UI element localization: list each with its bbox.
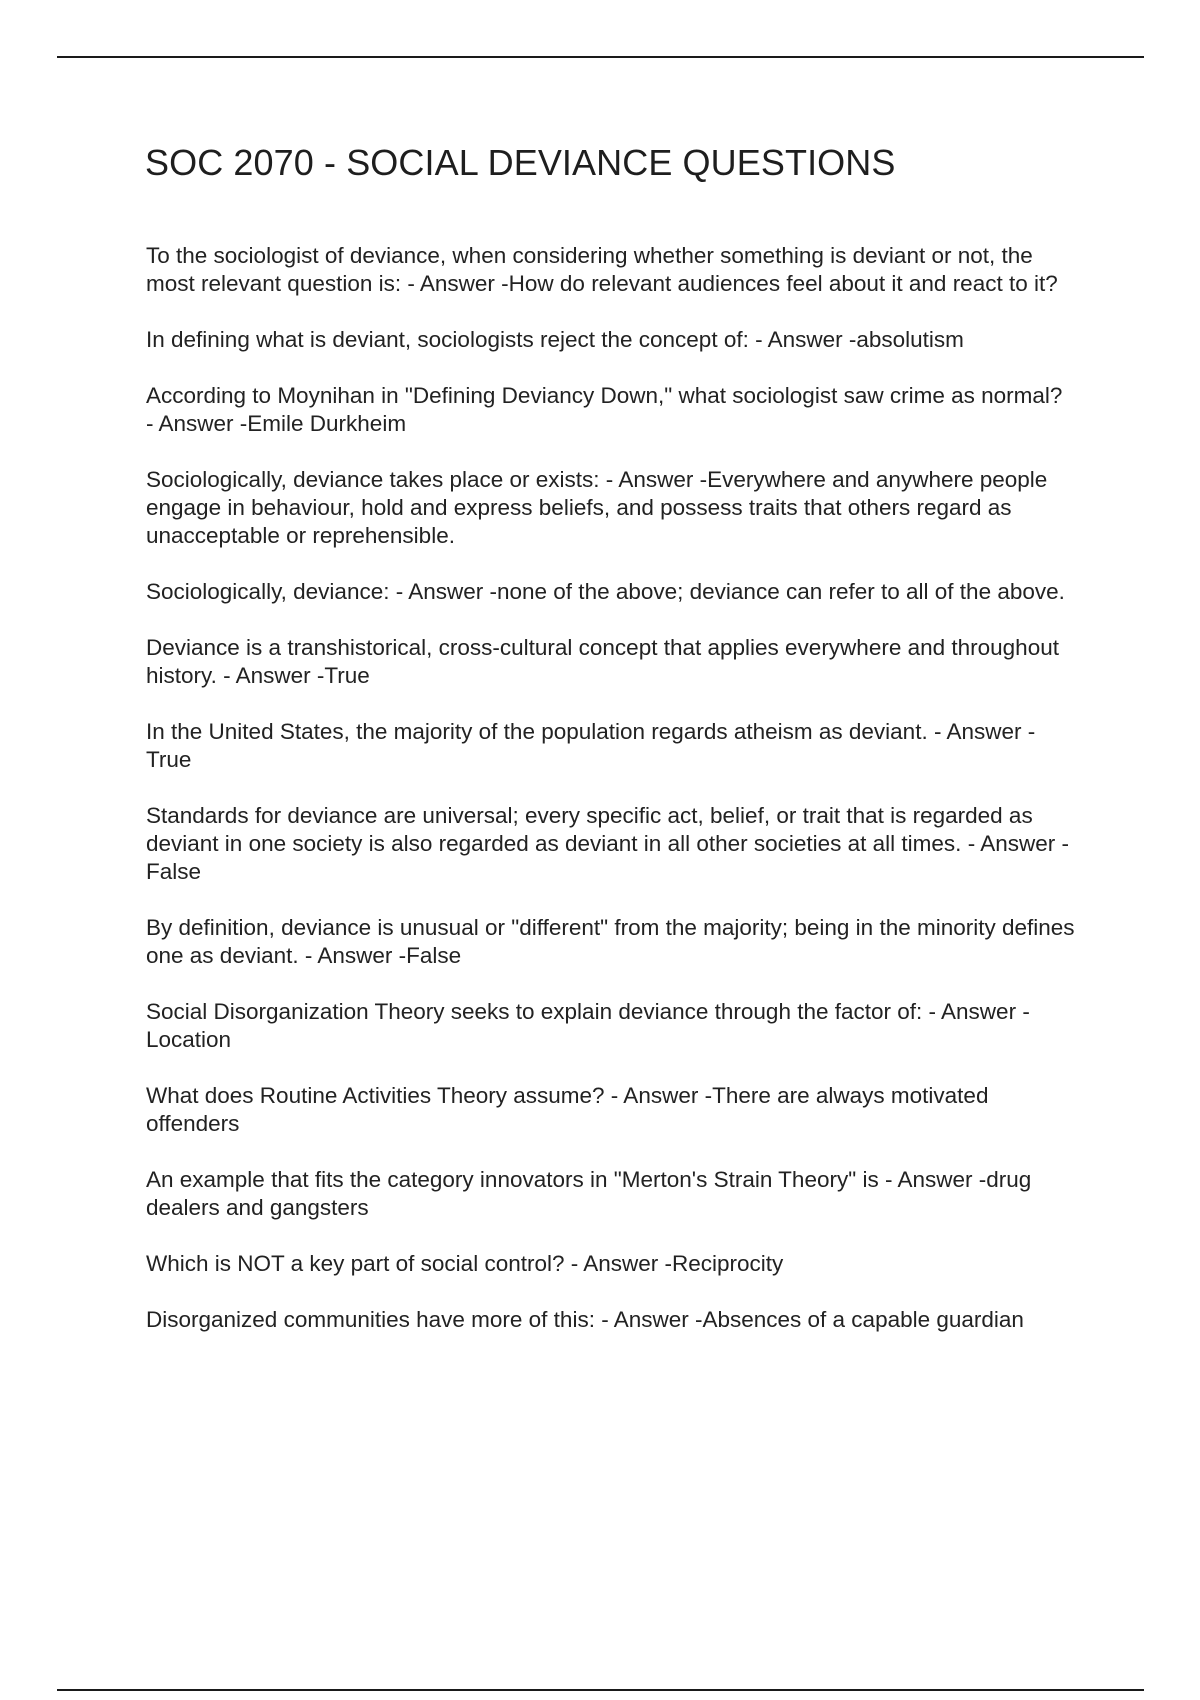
question-answer-item: By definition, deviance is unusual or "different" from the majority; being in the minority defines one as deviant. - Answer -False bbox=[146, 915, 1075, 968]
question-answer-item: Disorganized communities have more of this: - Answer -Absences of a capable guardian bbox=[146, 1307, 1024, 1332]
bottom-divider bbox=[57, 1689, 1144, 1691]
question-answer-item: Which is NOT a key part of social control? - Answer -Reciprocity bbox=[146, 1251, 784, 1276]
top-divider bbox=[57, 56, 1144, 58]
question-answer-item: Sociologically, deviance takes place or exists: - Answer -Everywhere and anywhere people engage in behaviour, hold and express beliefs, and possess traits that others regard as unacceptable or reprehensible. bbox=[146, 467, 1048, 548]
question-answer-item: Social Disorganization Theory seeks to explain deviance through the factor of: - Answer -Location bbox=[146, 999, 1030, 1052]
question-answer-item: According to Moynihan in "Defining Deviancy Down," what sociologist saw crime as normal? - Answer -Emile Durkheim bbox=[146, 383, 1063, 436]
question-answer-item: To the sociologist of deviance, when considering whether something is deviant or not, the most relevant question is: - Answer -How do relevant audiences feel about it and react to it? bbox=[146, 243, 1058, 296]
question-answer-item: In the United States, the majority of the population regards atheism as deviant. - Answer -True bbox=[146, 719, 1036, 772]
question-answer-item: Deviance is a transhistorical, cross-cultural concept that applies everywhere and throughout history. - Answer -True bbox=[146, 635, 1059, 688]
question-answer-item: In defining what is deviant, sociologists reject the concept of: - Answer -absolutism bbox=[146, 327, 964, 352]
question-answer-item: Sociologically, deviance: - Answer -none of the above; deviance can refer to all of the above. bbox=[146, 579, 1065, 604]
question-list bbox=[146, 242, 1076, 1362]
question-answer-item: An example that fits the category innovators in "Merton's Strain Theory" is - Answer -drug dealers and gangsters bbox=[146, 1167, 1032, 1220]
page-title: SOC 2070 - SOCIAL DEVIANCE QUESTIONS bbox=[145, 142, 896, 183]
question-answer-item: Standards for deviance are universal; every specific act, belief, or trait that is regarded as deviant in one society is also regarded as deviant in all other societies at all times. - Answer -False bbox=[146, 803, 1069, 884]
question-answer-item: What does Routine Activities Theory assume? - Answer -There are always motivated offenders bbox=[146, 1083, 989, 1136]
